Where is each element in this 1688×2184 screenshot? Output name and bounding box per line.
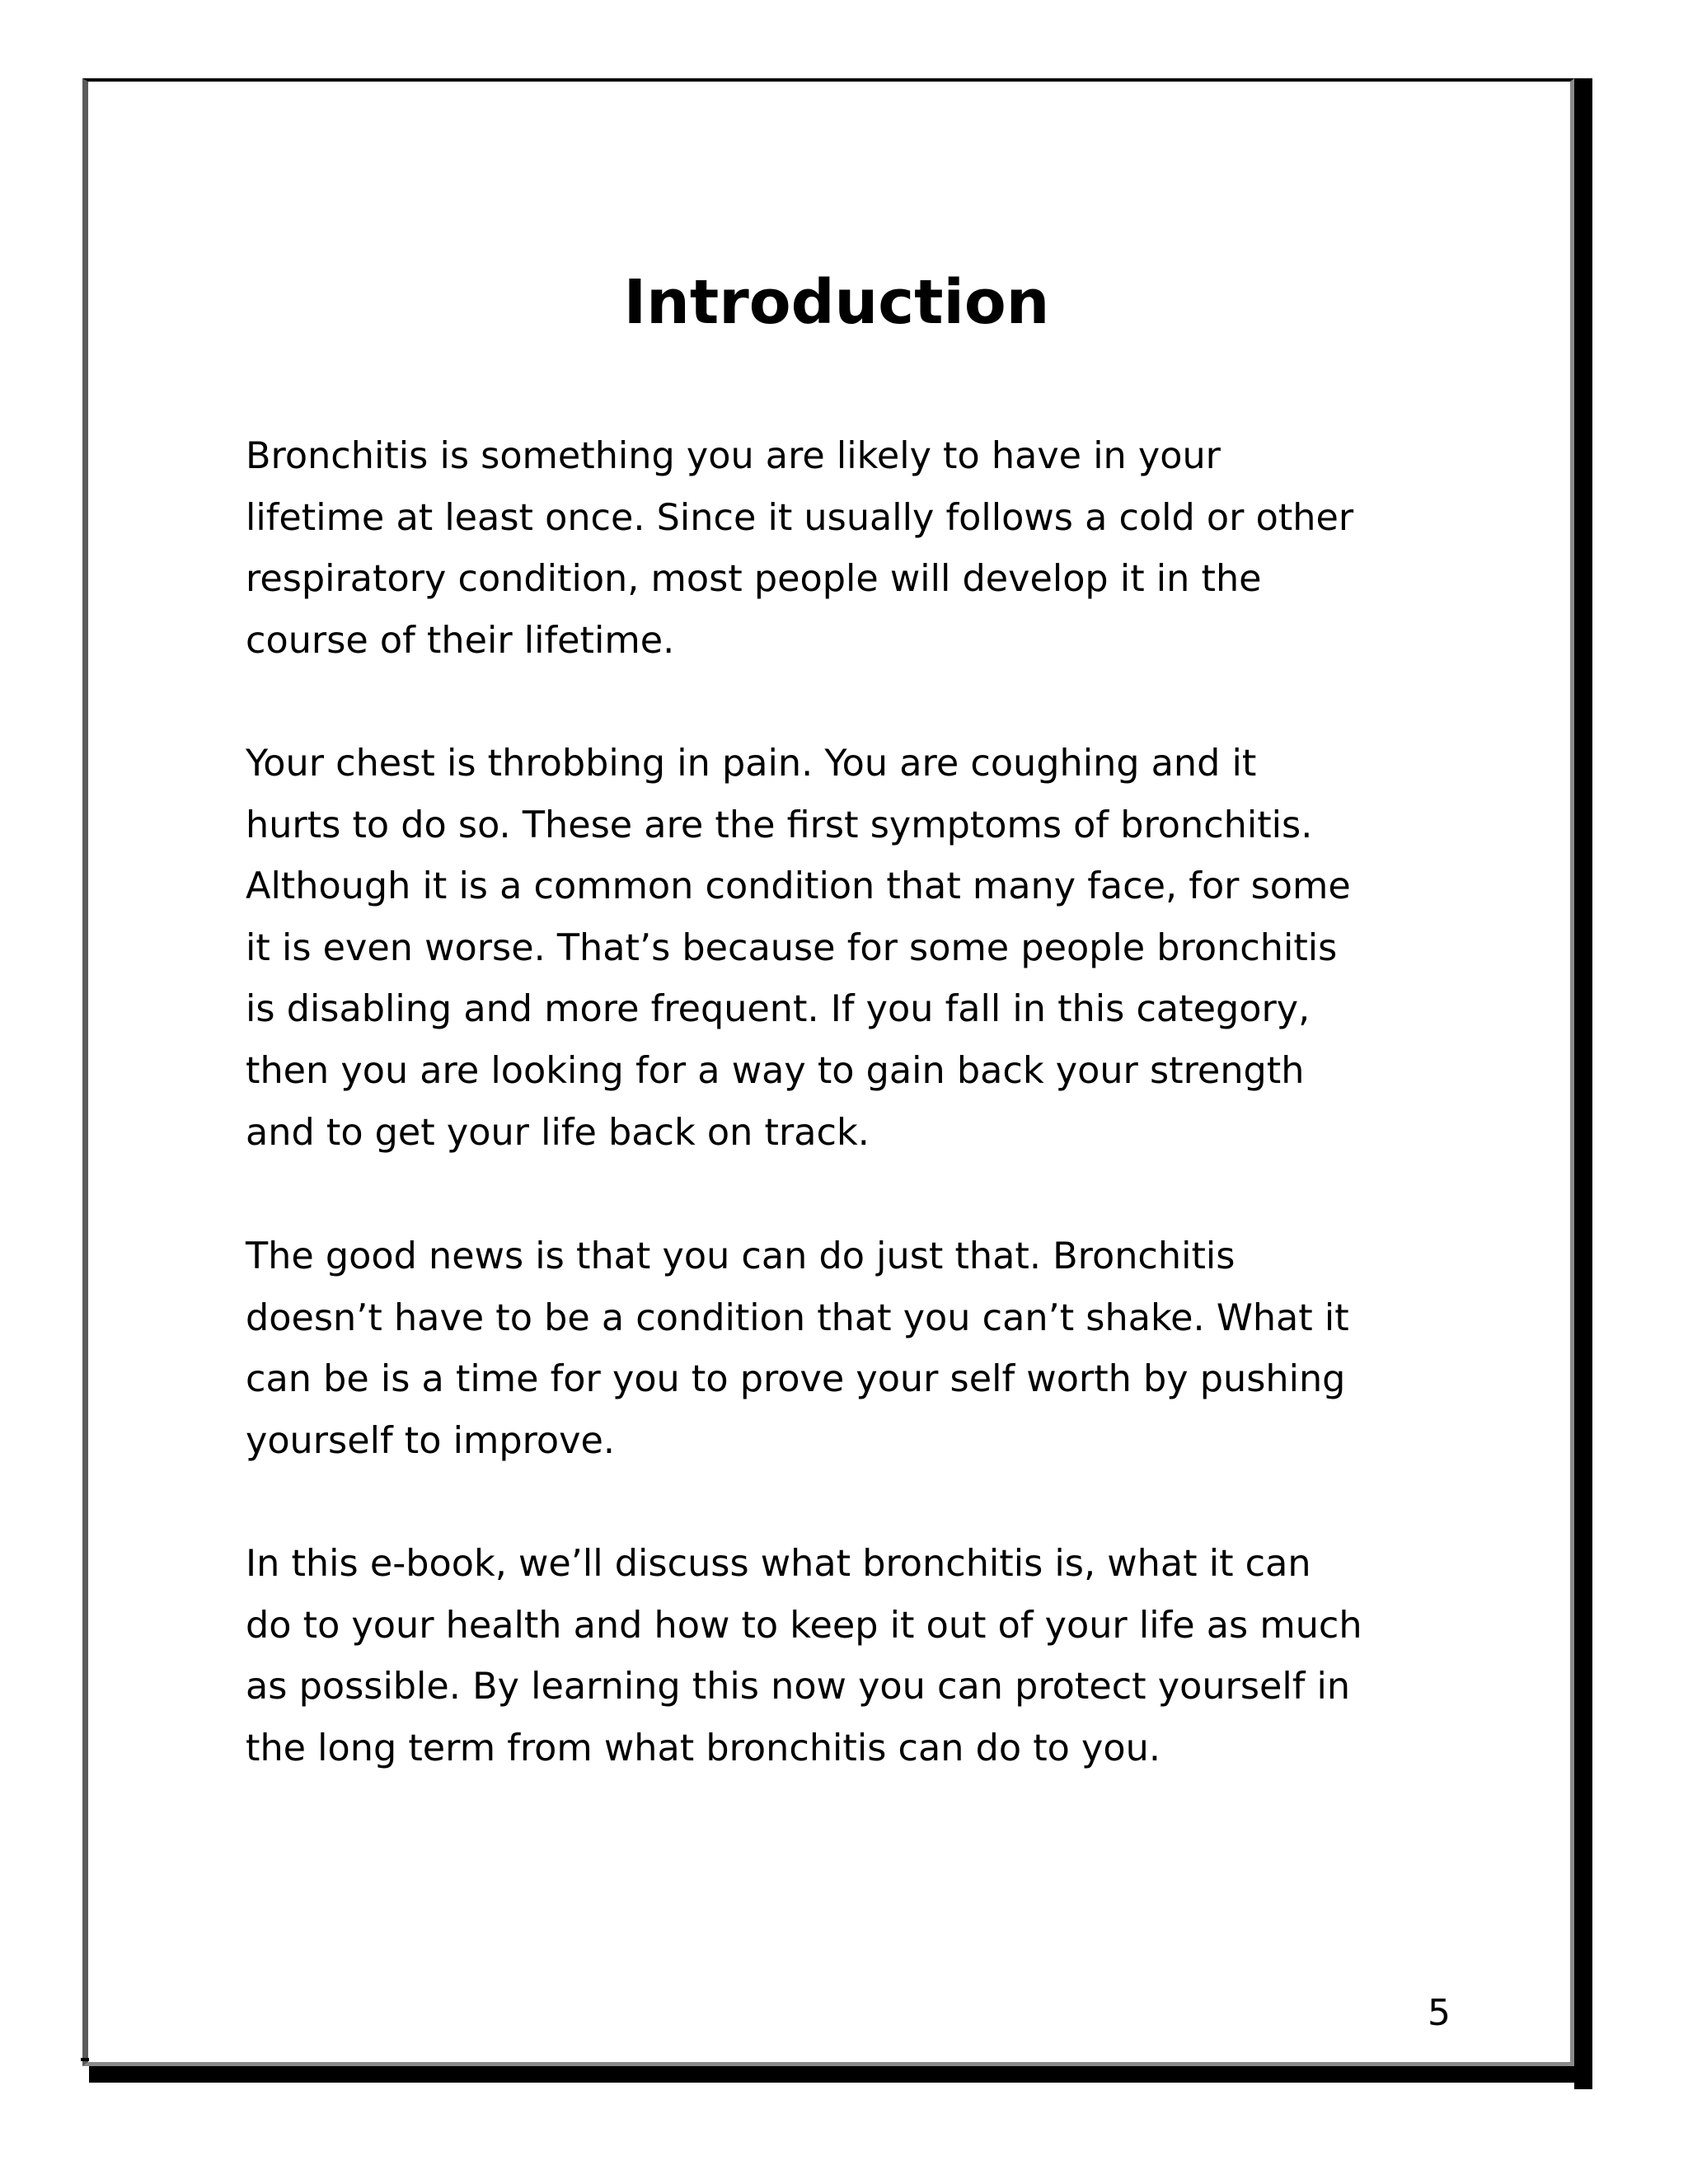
paragraph-line: In this e-book, we’ll discuss what bronchitis is, what it can <box>246 1543 1311 1585</box>
page-number: 5 <box>1428 1992 1451 2034</box>
paragraph-line: then you are looking for a way to gain back your strength <box>246 1049 1305 1092</box>
page-shadow-right <box>1574 78 1592 2089</box>
page-title: Introduction <box>623 267 1050 338</box>
paragraph-4 <box>246 1534 1449 1779</box>
paragraph-line: and to get your life back on track. <box>246 1111 870 1154</box>
paragraph-line: can be is a time for you to prove your self worth by pushing <box>246 1358 1346 1401</box>
paragraph-line: course of their lifetime. <box>246 619 675 662</box>
page-shadow-bottom <box>89 2066 1592 2083</box>
paragraph-line: lifetime at least once. Since it usually follows a cold or other <box>246 496 1354 539</box>
paragraph-line: The good news is that you can do just that. Bronchitis <box>246 1235 1236 1277</box>
paragraph-3 <box>246 1226 1449 1472</box>
paragraph-2 <box>246 733 1449 1164</box>
paragraph-line: as possible. By learning this now you can protect yourself in <box>246 1666 1351 1708</box>
paragraph-1 <box>246 426 1449 672</box>
paragraph-line: doesn’t have to be a condition that you can’t shake. What it <box>246 1296 1349 1339</box>
paragraph-line: do to your health and how to keep it out of your life as much <box>246 1604 1362 1647</box>
paragraph-line: Although it is a common condition that many face, for some <box>246 865 1351 908</box>
paragraph-line: hurts to do so. These are the first symptoms of bronchitis. <box>246 804 1313 846</box>
paragraph-line: it is even worse. That’s because for some people bronchitis <box>246 926 1338 969</box>
page-frame-corner <box>81 2058 89 2061</box>
paragraph-line: Your chest is throbbing in pain. You are coughing and it <box>246 743 1257 785</box>
paragraph-line: is disabling and more frequent. If you fall in this category, <box>246 988 1311 1031</box>
paragraph-line: Bronchitis is something you are likely to have in your <box>246 435 1221 477</box>
paragraph-line: yourself to improve. <box>246 1419 615 1462</box>
paragraph-line: the long term from what bronchitis can do to you. <box>246 1727 1160 1769</box>
paragraph-line: respiratory condition, most people will develop it in the <box>246 558 1262 601</box>
